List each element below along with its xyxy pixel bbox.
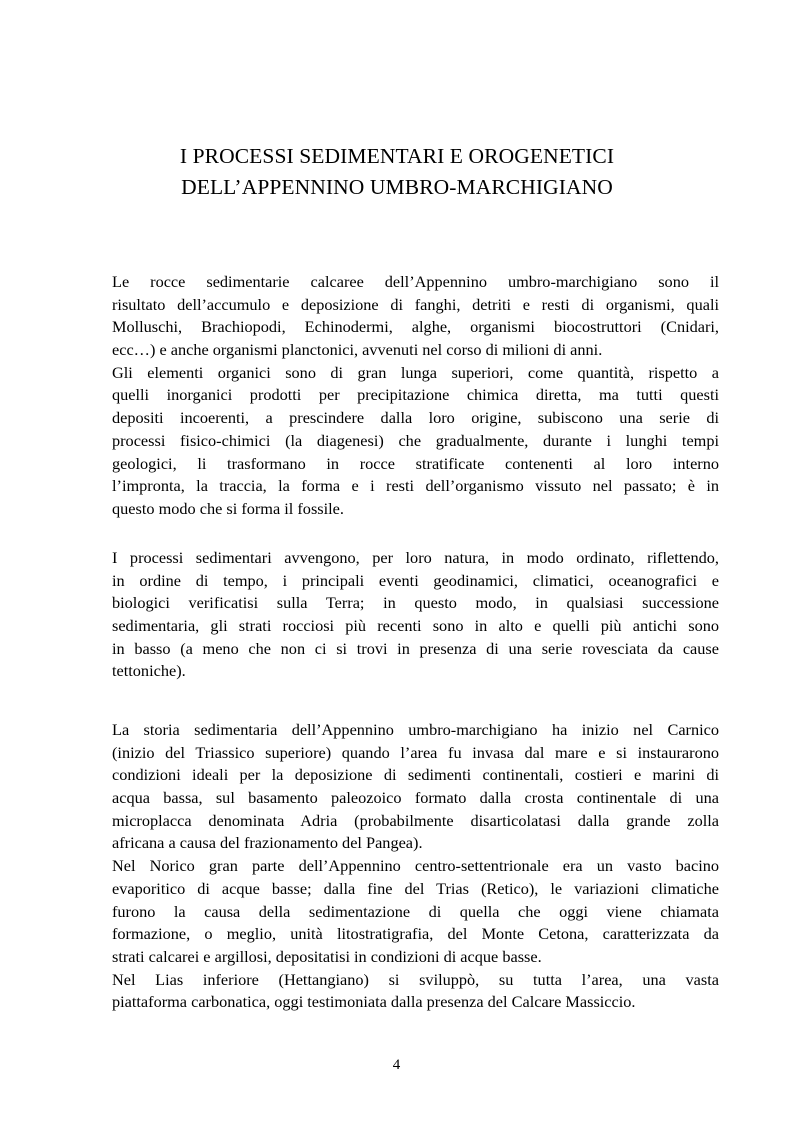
paragraph <box>112 362 719 521</box>
text-line: africana a causa del frazionamento del Pangea). <box>112 833 423 853</box>
text-line: evaporitico di acque basse; dalla fine del Trias (Retico), le variazioni climatiche <box>112 878 719 898</box>
text-line: in ordine di tempo, i principali eventi geodinamici, climatici, oceanografici e <box>112 570 719 590</box>
text-line: depositi incoerenti, a prescindere dalla loro origine, subiscono una serie di <box>112 408 719 428</box>
text-line: l’impronta, la traccia, la forma e i resti dell’organismo vissuto nel passato; è in <box>112 476 719 496</box>
text-line: Molluschi, Brachiopodi, Echinodermi, alghe, organismi biocostruttori (Cnidari, <box>112 317 719 337</box>
page-number: 4 <box>392 1057 401 1073</box>
text-line: Nel Norico gran parte dell’Appennino centro-settentrionale era un vasto bacino <box>112 856 719 876</box>
text-line: I processi sedimentari avvengono, per loro natura, in modo ordinato, riflettendo, <box>112 548 719 567</box>
text-line: questo modo che si forma il fossile. <box>112 498 344 518</box>
text-block-1 <box>112 271 719 521</box>
text-line: La storia sedimentaria dell’Appennino umbro-marchigiano ha inizio nel Carnico <box>112 720 719 739</box>
text-block-3 <box>112 719 719 1014</box>
text-line: piattaforma carbonatica, oggi testimoniata dalla presenza del Calcare Massiccio. <box>112 992 636 1012</box>
text-block-2 <box>112 547 719 683</box>
text-line: sedimentaria, gli strati rocciosi più recenti sono in alto e quelli più antichi sono <box>112 616 719 636</box>
text-line: formazione, o meglio, unità litostratigrafia, del Monte Cetona, caratterizzata da <box>112 924 719 944</box>
text-line: strati calcarei e argillosi, depositatisi in condizioni di acque basse. <box>112 946 542 966</box>
page-title <box>112 141 682 203</box>
text-line: processi fisico-chimici (la diagenesi) che gradualmente, durante i lunghi tempi <box>112 430 719 450</box>
text-line: (inizio del Triassico superiore) quando l’area fu invasa dal mare e si instaurarono <box>112 742 719 762</box>
text-line: ecc…) e anche organismi planctonici, avvenuti nel corso di milioni di anni. <box>112 340 603 360</box>
text-line: microplacca denominata Adria (probabilmente disarticolatasi dalla grande zolla <box>112 810 719 830</box>
text-line: Gli elementi organici sono di gran lunga superiori, come quantità, rispetto a <box>112 362 719 382</box>
text-line: biologici verificatisi sulla Terra; in questo modo, in qualsiasi successione <box>112 593 719 613</box>
title-line-2: DELL’APPENNINO UMBRO-MARCHIGIANO <box>181 175 613 199</box>
paragraph <box>112 719 719 855</box>
text-line: risultato dell’accumulo e deposizione di fanghi, detriti e resti di organismi, quali <box>112 294 719 314</box>
paragraph <box>112 969 719 1014</box>
text-line: furono la causa della sedimentazione di quella che oggi viene chiamata <box>112 901 719 921</box>
text-line: condizioni ideali per la deposizione di sedimenti continentali, costieri e marini di <box>112 765 719 785</box>
text-line: geologici, li trasformano in rocce stratificate contenenti al loro interno <box>112 453 719 473</box>
text-line: Nel Lias inferiore (Hettangiano) si sviluppò, su tutta l’area, una vasta <box>112 969 719 989</box>
text-line: Le rocce sedimentarie calcaree dell’Appennino umbro-marchigiano sono il <box>112 272 719 291</box>
text-line: acqua bassa, sul basamento paleozoico formato dalla crosta continentale di una <box>112 788 719 808</box>
text-line: quelli inorganici prodotti per precipitazione chimica diretta, ma tutti questi <box>112 385 719 405</box>
paragraph <box>112 855 719 968</box>
text-line: tettoniche). <box>112 661 186 681</box>
title-line-1: I PROCESSI SEDIMENTARI E OROGENETICI <box>179 144 615 168</box>
paragraph <box>112 271 719 362</box>
paragraph <box>112 547 719 683</box>
text-line: in basso (a meno che non ci si trovi in presenza di una serie rovesciata da cause <box>112 638 719 658</box>
